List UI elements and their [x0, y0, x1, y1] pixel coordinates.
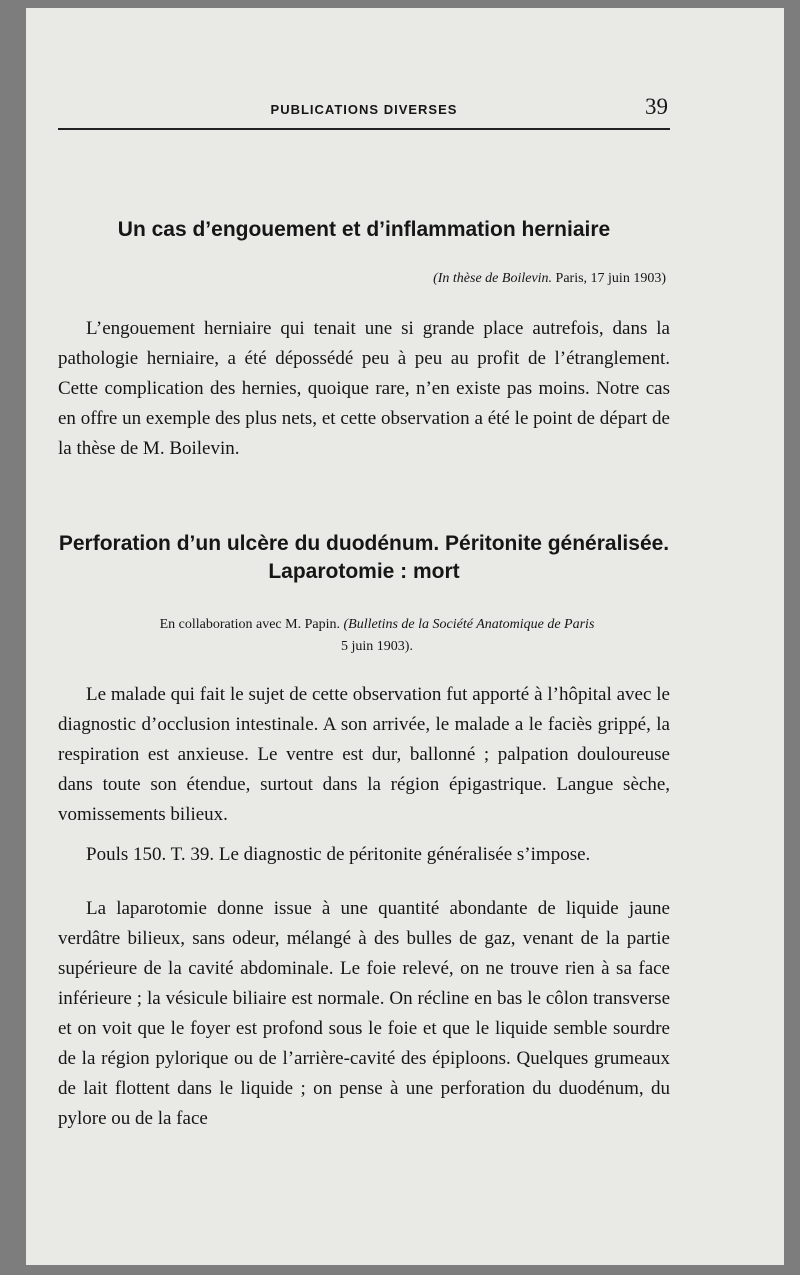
section-2-source-collab: En collaboration avec M. Papin.: [159, 617, 340, 632]
section-2-source: [78, 614, 676, 658]
section-2-source-date: 5 juin 1903).: [341, 639, 413, 654]
page-number: 39: [645, 94, 668, 119]
header-title: PUBLICATIONS DIVERSES: [270, 102, 458, 117]
section-1-source-ref: (In thèse de Boilevin.: [433, 271, 553, 286]
bleed-through-text: [66, 66, 666, 82]
section-2-source-ref: (Bulletins de la Société Anatomique de Paris: [343, 617, 595, 632]
section-2-title: Perforation d’un ulcère du duodénum. Péritonite généralisée. Laparotomie : mort: [58, 532, 670, 583]
section-2-paragraph-2: Pouls 150. T. 39. Le diagnostic de péritonite généralisée s’impose.: [86, 844, 591, 865]
section-1-source: [106, 268, 666, 290]
section-1-paragraph: L’engouement herniaire qui tenait une si grande place autrefois, dans la pathologie herniaire, a été dépossédé peu à peu au profit de l’étranglement. Cette complication des hernies, quoique rare, n’en existe pas moins. Notre cas en offre un exemple des plus nets, et cette observation a été le point de départ de la thèse de M. Boilevin.: [58, 318, 670, 459]
section-2-paragraph-3: La laparotomie donne issue à une quantité abondante de liquide jaune verdâtre bilieux, sans odeur, mélangé à des bulles de gaz, venant de la partie supérieure de la cavité abdominale. Le foie relevé, on ne trouve rien à sa face inférieure ; la vésicule biliaire est normale. On récline en bas le côlon transverse et on voit que le foyer est profond sous le foie et que le liquide semble sourdre de la région pylorique ou de l’arrière-cavité des épiploons. Quelques grumeaux de lait flottent dans le liquide ; on pense à une perforation du duodénum, du pylore ou de la face: [58, 898, 670, 1129]
running-header: [58, 96, 670, 130]
section-1-title: Un cas d’engouement et d’inflammation herniaire: [117, 218, 611, 241]
document-page: [26, 8, 784, 1265]
section-2-paragraph-1: Le malade qui fait le sujet de cette observation fut apporté à l’hôpital avec le diagnostic d’occlusion intestinale. A son arrivée, le malade a le faciès grippé, la respiration est anxieuse. Le ventre est dur, ballonné ; palpation douloureuse dans toute son étendue, surtout dans la région épigastrique. Langue sèche, vomissements bilieux.: [58, 684, 670, 825]
section-1-source-date: Paris, 17 juin 1903): [555, 271, 666, 286]
